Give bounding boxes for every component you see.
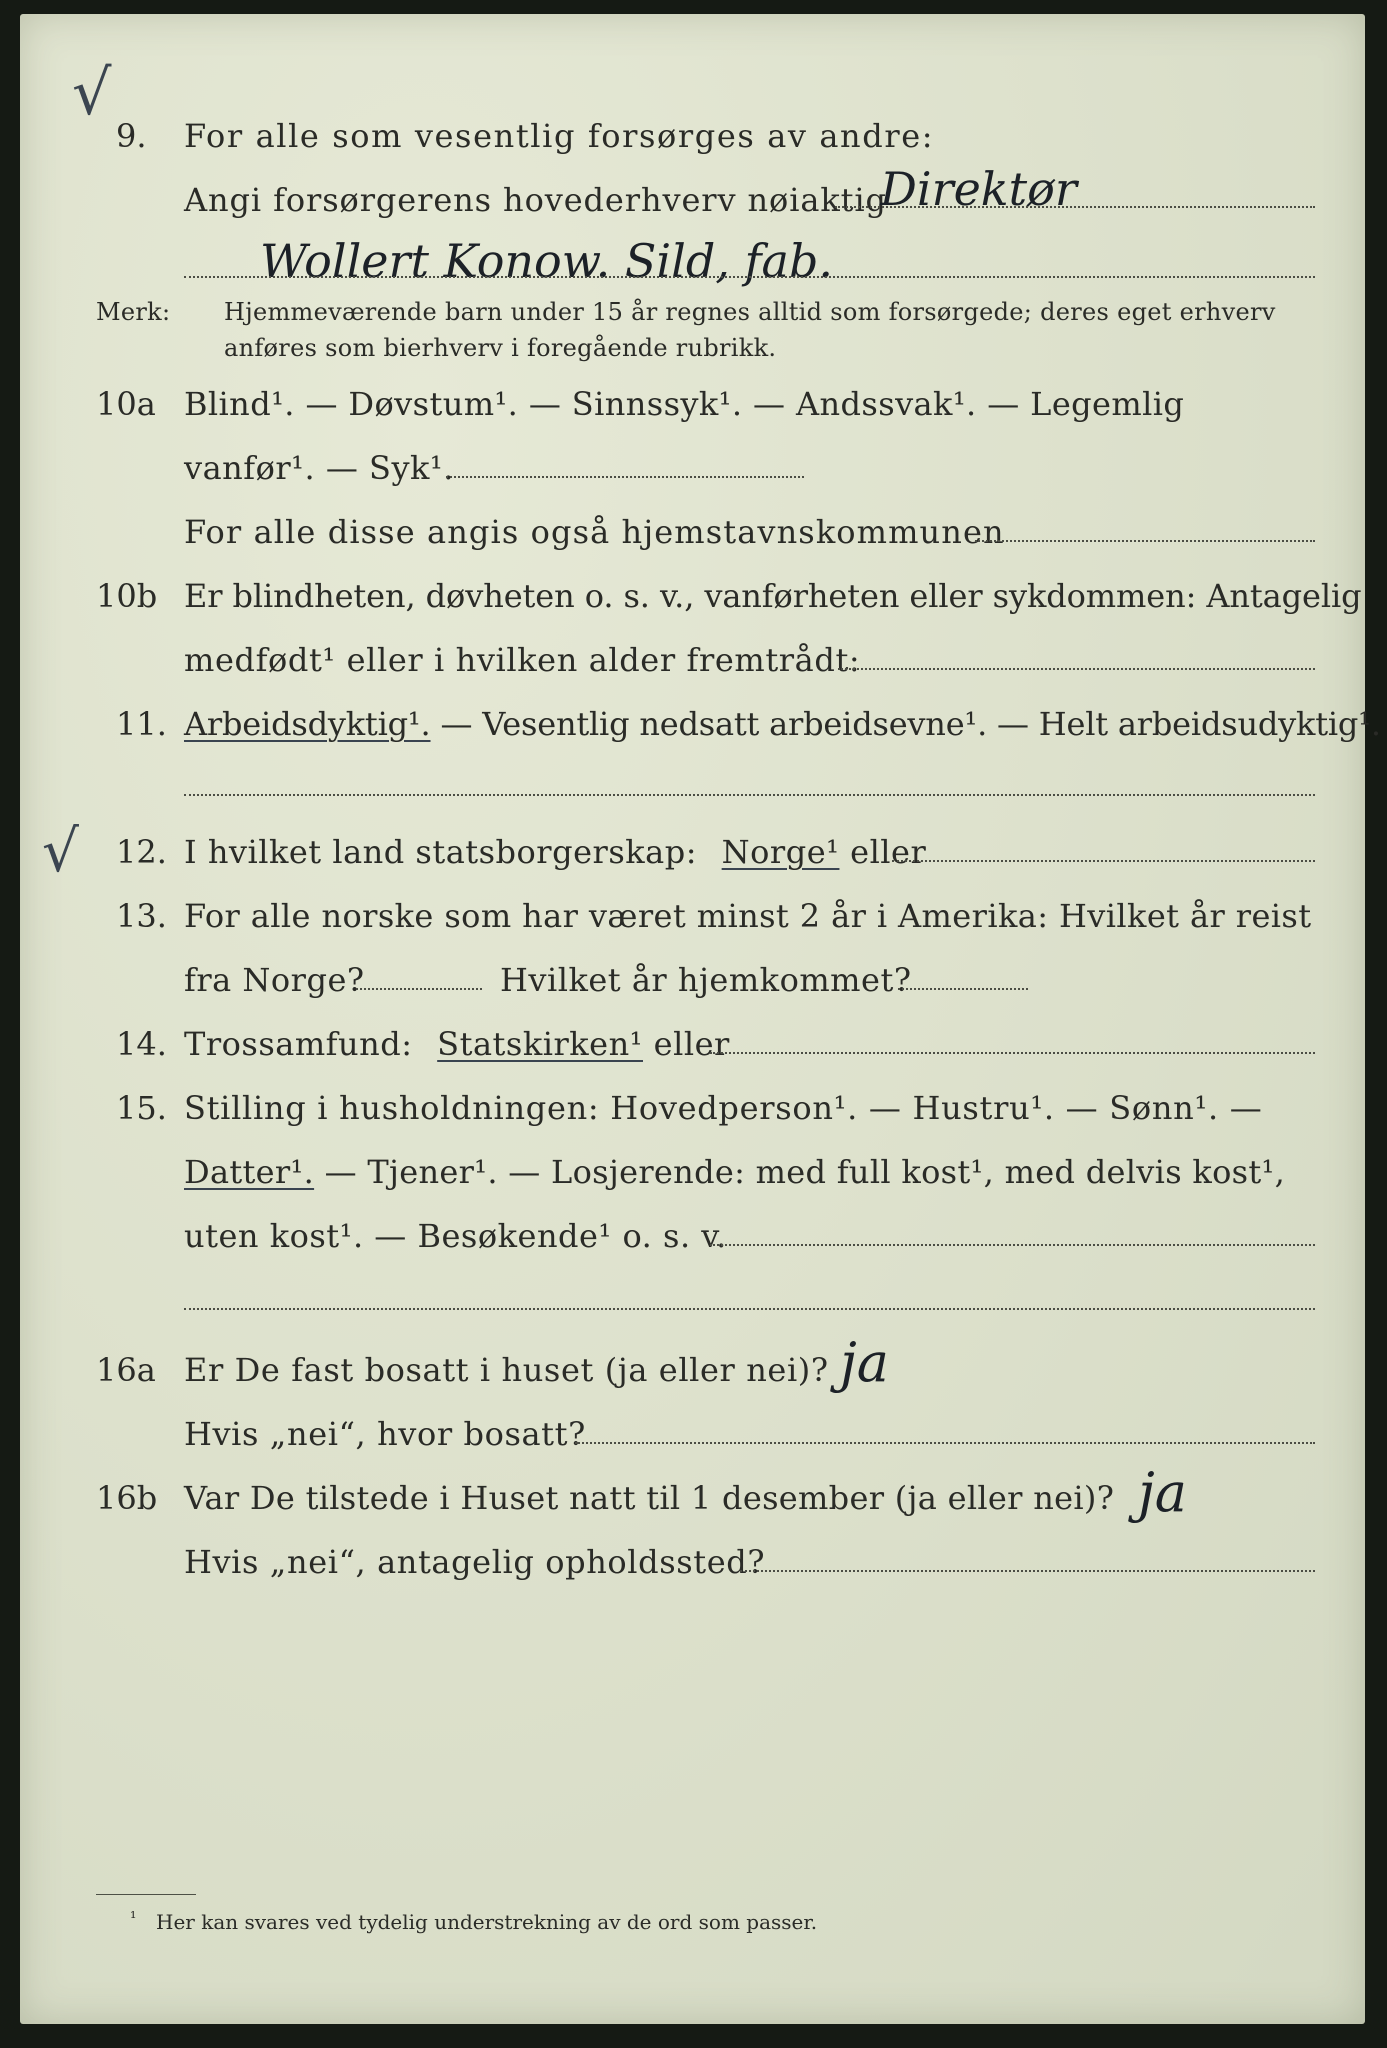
q11-answer-line — [184, 794, 1315, 796]
q11-option-arbeidsdyktig: Arbeidsdyktig¹. — [184, 705, 431, 743]
q13-line2b: Hvilket år hjemkommet? — [500, 961, 912, 999]
q14-text: Trossamfund: — [184, 1025, 413, 1063]
q10b-answer-line — [838, 668, 1315, 670]
q16a-line2: Hvis „nei“, hvor bosatt? — [184, 1415, 586, 1453]
q9-answer-occupation: Direktør — [880, 162, 1077, 216]
q9-line2: Angi forsørgerens hovederhverv nøiaktig — [184, 181, 887, 219]
checkmark-q12: √ — [42, 817, 79, 885]
q10b-line2: medfødt¹ eller i hvilken alder fremtrådt: — [184, 641, 861, 679]
q14-number: 14. — [116, 1025, 167, 1063]
q14-option-statskirken: Statskirken¹ — [437, 1025, 643, 1063]
q12-answer-line — [892, 860, 1315, 862]
footnote-rule — [96, 1894, 196, 1895]
q13-number: 13. — [116, 897, 167, 935]
q16a-number: 16a — [96, 1351, 156, 1389]
q14-line — [184, 1025, 730, 1063]
q14-tail: eller — [653, 1025, 730, 1063]
q13-year-returned-line — [898, 988, 1028, 990]
q12-tail: eller — [850, 833, 927, 871]
q16b-number: 16b — [96, 1479, 158, 1517]
q13-line1: For alle norske som har været minst 2 år i Amerika: Hvilket år reist — [184, 897, 1312, 935]
census-form-page — [20, 14, 1381, 2024]
q15-option-datter: Datter¹. — [184, 1153, 315, 1191]
q9-answer-employer: Wollert Konow. Sild, fab. — [260, 234, 834, 288]
checkmark-top: √ — [72, 56, 112, 129]
q16b-answer-line — [740, 1570, 1315, 1572]
q13-line2a: fra Norge? — [184, 961, 365, 999]
footnote-marker: ¹ — [130, 1908, 137, 1927]
merk-line2: anføres som bierhverv i foregående rubrikk. — [224, 334, 777, 362]
q12-line — [184, 833, 927, 871]
merk-line1: Hjemmeværende barn under 15 år regnes alltid som forsørgede; deres eget erhverv — [224, 298, 1276, 326]
q9-number: 9. — [116, 117, 147, 155]
q10b-number: 10b — [96, 577, 158, 615]
q10a-line1: Blind¹. — Døvstum¹. — Sinnssyk¹. — Andssvak¹. — Legemlig — [184, 385, 1185, 423]
q12-number: 12. — [116, 833, 167, 871]
q16b-line1: Var De tilstede i Huset natt til 1 desember (ja eller nei)? — [184, 1479, 1115, 1517]
q10a-answer-line — [446, 476, 804, 478]
q11-line — [184, 705, 1381, 743]
q16a-answer: ja — [840, 1331, 889, 1394]
q10a-municipality-line — [975, 540, 1315, 542]
q15-number: 15. — [116, 1089, 167, 1127]
q11-number: 11. — [116, 705, 167, 743]
q15-answer-line1 — [710, 1244, 1315, 1246]
q14-answer-line — [710, 1052, 1315, 1054]
q16a-line1: Er De fast bosatt i huset (ja eller nei)? — [184, 1351, 829, 1389]
q11-rest: — Vesentlig nedsatt arbeidsevne¹. — Helt arbeidsudyktig¹. — [440, 705, 1381, 743]
q15-line1: Stilling i husholdningen: Hovedperson¹. — Hustru¹. — Sønn¹. — — [184, 1089, 1263, 1127]
q16a-answer-line — [575, 1442, 1315, 1444]
q12-option-norge: Norge¹ — [721, 833, 840, 871]
q9-answer-line2 — [184, 276, 1315, 278]
q12-text: I hvilket land statsborgerskap: — [184, 833, 697, 871]
q15-line2-rest: — Tjener¹. — Losjerende: med full kost¹, med delvis kost¹, — [324, 1153, 1286, 1191]
q9-answer-line1 — [835, 206, 1315, 208]
footnote-text: Her kan svares ved tydelig understrekning av de ord som passer. — [156, 1910, 818, 1934]
merk-label: Merk: — [96, 298, 171, 326]
q9-line1: For alle som vesentlig forsørges av andre: — [184, 117, 935, 155]
q16b-answer: ja — [1138, 1461, 1187, 1524]
q15-answer-line2 — [184, 1308, 1315, 1310]
q10b-line1: Er blindheten, døvheten o. s. v., vanførheten eller sykdommen: Antagelig — [184, 577, 1362, 615]
q16b-line2: Hvis „nei“, antagelig opholdssted? — [184, 1543, 766, 1581]
q10a-number: 10a — [96, 385, 156, 423]
q15-line2 — [184, 1153, 1286, 1191]
q10a-line2: vanfør¹. — Syk¹. — [184, 449, 454, 487]
q15-line3: uten kost¹. — Besøkende¹ o. s. v. — [184, 1217, 727, 1255]
q13-year-left-line — [356, 988, 482, 990]
q10a-line3: For alle disse angis også hjemstavnskommunen — [184, 513, 1005, 551]
